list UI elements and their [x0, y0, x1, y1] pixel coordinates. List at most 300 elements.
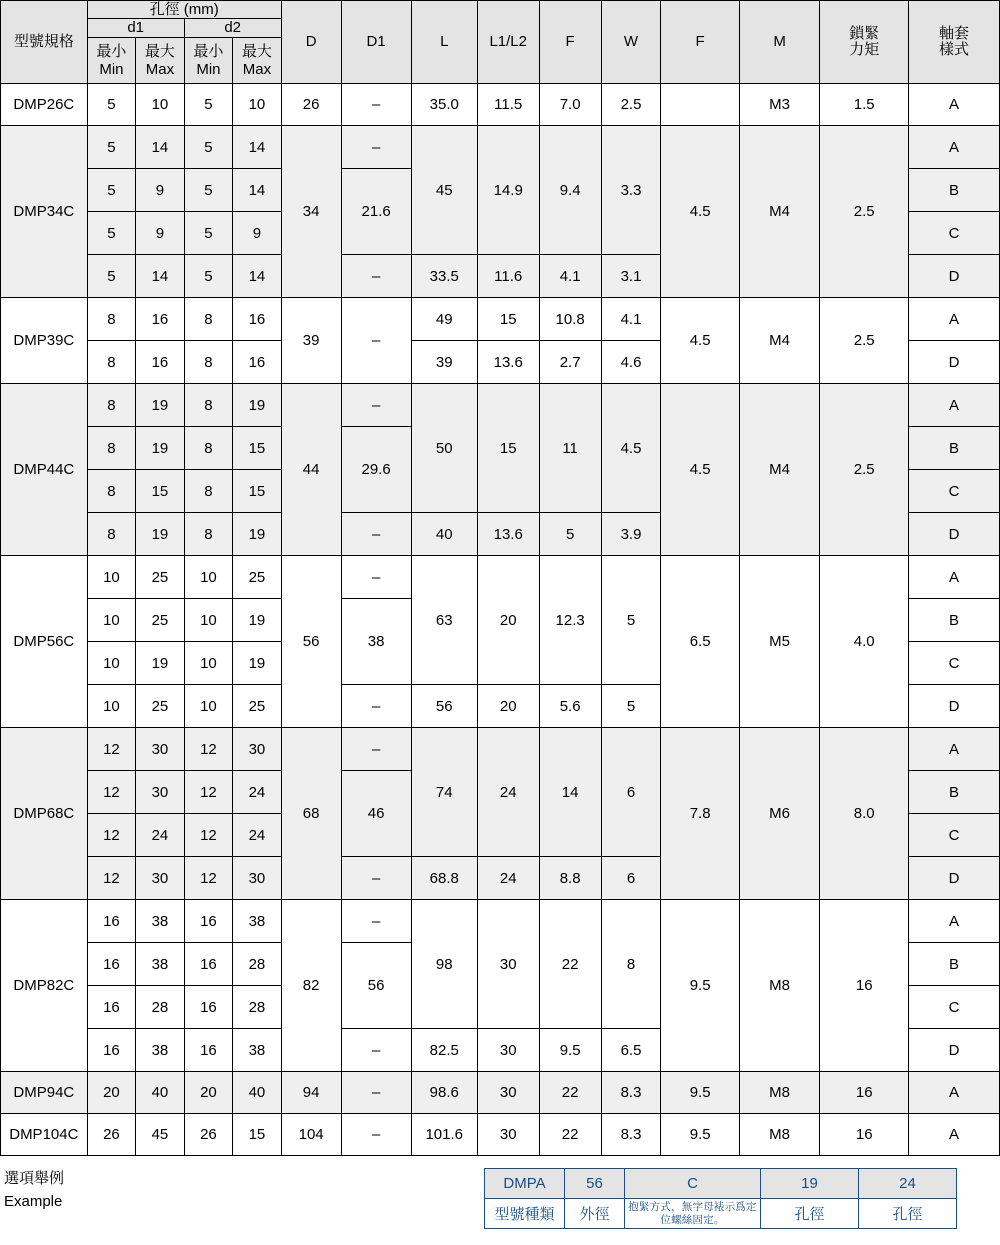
cell-F: 12.3	[539, 556, 601, 685]
cell-L1L2: 30	[477, 1072, 539, 1114]
cell-style: A	[909, 556, 1000, 599]
cell-F2: 4.5	[661, 384, 739, 556]
example-code-row	[485, 1169, 957, 1199]
cell-d2-max: 40	[233, 1072, 282, 1114]
cell-torque: 1.5	[820, 84, 909, 126]
table-row	[1, 900, 1000, 943]
cell-D1-dash: –	[341, 728, 411, 771]
cell-torque: 8.0	[820, 728, 909, 900]
cell-style: D	[909, 1029, 1000, 1072]
header-d2-min-cn: 最小	[193, 43, 224, 61]
cell-d2-min: 12	[184, 857, 233, 900]
header-d2-min-en: Min	[196, 60, 221, 78]
example-code-0: DMPA	[485, 1169, 565, 1199]
cell-d1-min: 12	[87, 771, 136, 814]
cell-style: B	[909, 169, 1000, 212]
cell-style: C	[909, 814, 1000, 857]
cell-d2-min: 10	[184, 556, 233, 599]
cell-M: M4	[739, 126, 819, 298]
cell-d2-min: 10	[184, 642, 233, 685]
cell-L: 98.6	[411, 1072, 477, 1114]
cell-W: 5	[601, 685, 661, 728]
cell-L: 50	[411, 384, 477, 513]
cell-style: A	[909, 900, 1000, 943]
cell-d1-min: 12	[87, 728, 136, 771]
cell-d2-max: 30	[233, 728, 282, 771]
cell-d2-min: 16	[184, 1029, 233, 1072]
cell-L: 98	[411, 900, 477, 1029]
example-labels	[4, 1168, 484, 1213]
cell-model: DMP94C	[1, 1072, 88, 1114]
cell-F: 22	[539, 900, 601, 1029]
cell-d1-max: 19	[136, 384, 185, 427]
cell-L: 33.5	[411, 255, 477, 298]
cell-d2-min: 5	[184, 255, 233, 298]
example-desc-2: 抱緊方式，無字母裱示爲定位螺絲固定。	[625, 1199, 761, 1229]
cell-model: DMP56C	[1, 556, 88, 728]
cell-F: 9.5	[539, 1029, 601, 1072]
cell-style: C	[909, 642, 1000, 685]
cell-d2-max: 25	[233, 685, 282, 728]
cell-d2-max: 16	[233, 341, 282, 384]
cell-d2-min: 16	[184, 943, 233, 986]
cell-d2-max: 38	[233, 900, 282, 943]
cell-d2-min: 5	[184, 212, 233, 255]
cell-d1-max: 9	[136, 169, 185, 212]
cell-L: 40	[411, 513, 477, 556]
cell-d1-min: 10	[87, 599, 136, 642]
cell-D1-dash: –	[341, 556, 411, 599]
cell-F: 22	[539, 1072, 601, 1114]
cell-d2-min: 8	[184, 341, 233, 384]
cell-d1-min: 8	[87, 384, 136, 427]
cell-W: 6.5	[601, 1029, 661, 1072]
header-d1-max	[136, 38, 185, 84]
cell-W: 2.5	[601, 84, 661, 126]
cell-D: 104	[281, 1114, 341, 1156]
header-style-line2: 樣式	[939, 41, 970, 58]
cell-D: 34	[281, 126, 341, 298]
cell-d2-max: 19	[233, 384, 282, 427]
header-W: W	[601, 1, 661, 84]
cell-d1-max: 25	[136, 556, 185, 599]
cell-D1: –	[341, 298, 411, 384]
cell-d1-max: 25	[136, 685, 185, 728]
cell-D: 44	[281, 384, 341, 556]
cell-F2: 9.5	[661, 1072, 739, 1114]
cell-d2-min: 8	[184, 513, 233, 556]
cell-d2-min: 8	[184, 470, 233, 513]
cell-F2: 7.8	[661, 728, 739, 900]
cell-d1-min: 20	[87, 1072, 136, 1114]
cell-W: 8	[601, 900, 661, 1029]
cell-d2-max: 19	[233, 642, 282, 685]
cell-W: 4.1	[601, 298, 661, 341]
cell-d1-min: 8	[87, 341, 136, 384]
cell-torque: 16	[820, 900, 909, 1072]
header-style-line1: 軸套	[939, 24, 970, 42]
cell-style: A	[909, 728, 1000, 771]
cell-W: 4.5	[601, 384, 661, 513]
cell-d2-max: 30	[233, 857, 282, 900]
cell-d2-min: 8	[184, 298, 233, 341]
cell-L1L2: 14.9	[477, 126, 539, 255]
cell-style: A	[909, 384, 1000, 427]
cell-L1L2: 11.6	[477, 255, 539, 298]
header-d1-min	[87, 38, 136, 84]
header-style	[909, 1, 1000, 84]
cell-model: DMP39C	[1, 298, 88, 384]
cell-d2-min: 8	[184, 427, 233, 470]
cell-F: 10.8	[539, 298, 601, 341]
table-row	[1, 84, 1000, 126]
cell-style: C	[909, 212, 1000, 255]
cell-d1-max: 19	[136, 513, 185, 556]
cell-M: M4	[739, 298, 819, 384]
cell-F2: 4.5	[661, 126, 739, 298]
header-d1-min-cn: 最小	[96, 43, 127, 61]
cell-D1: –	[341, 1072, 411, 1114]
header-F: F	[539, 1, 601, 84]
cell-D1-dash: –	[341, 900, 411, 943]
table-header	[1, 1, 1000, 84]
cell-d1-max: 38	[136, 900, 185, 943]
cell-d1-min: 5	[87, 84, 136, 126]
cell-torque: 4.0	[820, 556, 909, 728]
cell-d2-max: 15	[233, 427, 282, 470]
cell-L: 74	[411, 728, 477, 857]
header-d2-max-en: Max	[242, 60, 272, 78]
cell-F2	[661, 84, 739, 126]
cell-d2-min: 10	[184, 685, 233, 728]
cell-d1-min: 16	[87, 943, 136, 986]
cell-D: 39	[281, 298, 341, 384]
cell-L: 45	[411, 126, 477, 255]
header-d2-max-cn: 最大	[241, 43, 272, 61]
cell-d2-min: 12	[184, 814, 233, 857]
header-d2-max	[233, 38, 282, 84]
cell-d2-min: 12	[184, 728, 233, 771]
example-desc-4: 孔徑	[859, 1199, 957, 1229]
cell-style: A	[909, 1114, 1000, 1156]
cell-d1-max: 15	[136, 470, 185, 513]
cell-d2-min: 10	[184, 599, 233, 642]
header-F2: F	[661, 1, 739, 84]
cell-torque: 2.5	[820, 126, 909, 298]
cell-style: B	[909, 427, 1000, 470]
cell-d2-min: 12	[184, 771, 233, 814]
cell-D1-dash: –	[341, 384, 411, 427]
cell-D1-dash: –	[341, 513, 411, 556]
cell-d1-min: 12	[87, 814, 136, 857]
cell-d1-max: 28	[136, 986, 185, 1029]
cell-M: M4	[739, 384, 819, 556]
cell-d2-max: 19	[233, 513, 282, 556]
cell-d1-min: 5	[87, 126, 136, 169]
table-row	[1, 384, 1000, 427]
cell-F: 5	[539, 513, 601, 556]
cell-W: 3.1	[601, 255, 661, 298]
cell-F: 22	[539, 1114, 601, 1156]
example-code-4: 24	[859, 1169, 957, 1199]
cell-L: 35.0	[411, 84, 477, 126]
cell-d2-max: 14	[233, 255, 282, 298]
cell-D1: 29.6	[341, 427, 411, 513]
cell-D1-dash: –	[341, 126, 411, 169]
cell-d2-min: 5	[184, 126, 233, 169]
cell-d1-max: 30	[136, 857, 185, 900]
cell-F: 8.8	[539, 857, 601, 900]
cell-d1-max: 16	[136, 298, 185, 341]
cell-L1L2: 15	[477, 384, 539, 513]
cell-D: 68	[281, 728, 341, 900]
cell-W: 6	[601, 728, 661, 857]
example-desc-1: 外徑	[565, 1199, 625, 1229]
cell-F2: 9.5	[661, 900, 739, 1072]
example-desc-0: 型號種類	[485, 1199, 565, 1229]
cell-d1-min: 5	[87, 169, 136, 212]
header-D: D	[281, 1, 341, 84]
example-desc-row	[485, 1199, 957, 1229]
header-torque-line2: 力矩	[849, 41, 880, 58]
cell-d1-min: 8	[87, 298, 136, 341]
cell-d1-min: 5	[87, 255, 136, 298]
cell-M: M6	[739, 728, 819, 900]
cell-d1-max: 10	[136, 84, 185, 126]
cell-d1-max: 40	[136, 1072, 185, 1114]
cell-d1-min: 16	[87, 1029, 136, 1072]
cell-L1L2: 30	[477, 1029, 539, 1072]
cell-F2: 9.5	[661, 1114, 739, 1156]
header-d1-max-en: Max	[145, 60, 175, 78]
cell-D1: 56	[341, 943, 411, 1029]
cell-L1L2: 13.6	[477, 341, 539, 384]
cell-F2: 4.5	[661, 298, 739, 384]
example-table	[484, 1168, 957, 1229]
cell-M: M8	[739, 1114, 819, 1156]
cell-d1-min: 5	[87, 212, 136, 255]
cell-W: 8.3	[601, 1072, 661, 1114]
cell-D1: –	[341, 84, 411, 126]
cell-D: 26	[281, 84, 341, 126]
cell-d1-max: 25	[136, 599, 185, 642]
cell-d1-min: 16	[87, 986, 136, 1029]
cell-d1-min: 10	[87, 685, 136, 728]
cell-d2-min: 20	[184, 1072, 233, 1114]
cell-D1-dash: –	[341, 255, 411, 298]
cell-D1: 38	[341, 599, 411, 685]
cell-d1-max: 24	[136, 814, 185, 857]
cell-d2-max: 38	[233, 1029, 282, 1072]
cell-D1: 21.6	[341, 169, 411, 255]
cell-F: 11	[539, 384, 601, 513]
cell-style: C	[909, 470, 1000, 513]
cell-d1-min: 8	[87, 470, 136, 513]
cell-d2-max: 14	[233, 126, 282, 169]
cell-d2-max: 25	[233, 556, 282, 599]
cell-torque: 2.5	[820, 384, 909, 556]
cell-d2-min: 16	[184, 986, 233, 1029]
table-row	[1, 728, 1000, 771]
cell-style: B	[909, 599, 1000, 642]
cell-d2-max: 28	[233, 943, 282, 986]
cell-d1-min: 8	[87, 513, 136, 556]
cell-style: B	[909, 943, 1000, 986]
cell-L1L2: 24	[477, 728, 539, 857]
cell-style: D	[909, 685, 1000, 728]
cell-model: DMP82C	[1, 900, 88, 1072]
cell-style: D	[909, 255, 1000, 298]
cell-d1-min: 10	[87, 556, 136, 599]
cell-W: 3.3	[601, 126, 661, 255]
cell-model: DMP68C	[1, 728, 88, 900]
cell-d2-max: 15	[233, 470, 282, 513]
table-body	[1, 84, 1000, 1156]
cell-F: 4.1	[539, 255, 601, 298]
header-bore-title: 孔徑 (mm)	[87, 1, 281, 19]
cell-L: 56	[411, 685, 477, 728]
cell-D1-dash: –	[341, 857, 411, 900]
cell-model: DMP26C	[1, 84, 88, 126]
cell-d1-max: 38	[136, 943, 185, 986]
cell-model: DMP104C	[1, 1114, 88, 1156]
cell-style: D	[909, 341, 1000, 384]
cell-W: 6	[601, 857, 661, 900]
header-L1L2: L1/L2	[477, 1, 539, 84]
header-L: L	[411, 1, 477, 84]
cell-d2-max: 24	[233, 771, 282, 814]
cell-D1: 46	[341, 771, 411, 857]
cell-M: M8	[739, 900, 819, 1072]
cell-d1-max: 45	[136, 1114, 185, 1156]
cell-d1-max: 30	[136, 728, 185, 771]
table-row	[1, 298, 1000, 341]
cell-d2-max: 16	[233, 298, 282, 341]
cell-L: 39	[411, 341, 477, 384]
cell-d1-max: 9	[136, 212, 185, 255]
table-row	[1, 556, 1000, 599]
cell-F: 9.4	[539, 126, 601, 255]
cell-d1-max: 16	[136, 341, 185, 384]
cell-style: A	[909, 84, 1000, 126]
cell-d1-min: 8	[87, 427, 136, 470]
cell-L1L2: 30	[477, 1114, 539, 1156]
cell-M: M3	[739, 84, 819, 126]
table-row	[1, 1114, 1000, 1156]
cell-d1-max: 19	[136, 427, 185, 470]
cell-d1-min: 26	[87, 1114, 136, 1156]
cell-d2-min: 5	[184, 84, 233, 126]
cell-d1-min: 12	[87, 857, 136, 900]
cell-W: 3.9	[601, 513, 661, 556]
cell-style: A	[909, 1072, 1000, 1114]
cell-L1L2: 24	[477, 857, 539, 900]
cell-style: A	[909, 126, 1000, 169]
cell-M: M8	[739, 1072, 819, 1114]
header-d1-max-cn: 最大	[144, 43, 175, 61]
cell-d2-max: 10	[233, 84, 282, 126]
cell-style: A	[909, 298, 1000, 341]
header-model-spec: 型號規格	[1, 1, 88, 84]
header-d2: d2	[184, 19, 281, 38]
cell-d2-max: 14	[233, 169, 282, 212]
header-torque-line1: 鎖緊	[849, 24, 880, 42]
cell-torque: 2.5	[820, 298, 909, 384]
cell-W: 8.3	[601, 1114, 661, 1156]
cell-L1L2: 20	[477, 685, 539, 728]
cell-F: 14	[539, 728, 601, 857]
cell-F: 2.7	[539, 341, 601, 384]
header-d1: d1	[87, 19, 184, 38]
cell-torque: 16	[820, 1114, 909, 1156]
cell-F: 5.6	[539, 685, 601, 728]
cell-style: D	[909, 513, 1000, 556]
cell-d1-max: 19	[136, 642, 185, 685]
cell-style: B	[909, 771, 1000, 814]
cell-W: 4.6	[601, 341, 661, 384]
cell-d2-min: 26	[184, 1114, 233, 1156]
cell-d2-min: 8	[184, 384, 233, 427]
cell-D1-dash: –	[341, 685, 411, 728]
header-torque	[820, 1, 909, 84]
cell-D1-dash: –	[341, 1029, 411, 1072]
example-label-cn: 選項舉例	[4, 1170, 65, 1187]
cell-L: 101.6	[411, 1114, 477, 1156]
cell-L1L2: 13.6	[477, 513, 539, 556]
example-label-en: Example	[4, 1192, 63, 1210]
table-row	[1, 126, 1000, 169]
cell-d2-min: 16	[184, 900, 233, 943]
cell-D1: –	[341, 1114, 411, 1156]
cell-model: DMP34C	[1, 126, 88, 298]
cell-L: 82.5	[411, 1029, 477, 1072]
header-d1-min-en: Min	[99, 60, 124, 78]
cell-W: 5	[601, 556, 661, 685]
cell-D: 94	[281, 1072, 341, 1114]
cell-L1L2: 20	[477, 556, 539, 685]
cell-torque: 16	[820, 1072, 909, 1114]
cell-L1L2: 30	[477, 900, 539, 1029]
cell-d2-max: 9	[233, 212, 282, 255]
example-desc-3: 孔徑	[761, 1199, 859, 1229]
cell-model: DMP44C	[1, 384, 88, 556]
cell-style: C	[909, 986, 1000, 1029]
cell-L1L2: 11.5	[477, 84, 539, 126]
cell-M: M5	[739, 556, 819, 728]
example-section	[0, 1168, 1000, 1229]
cell-d2-min: 5	[184, 169, 233, 212]
cell-L: 68.8	[411, 857, 477, 900]
cell-style: D	[909, 857, 1000, 900]
header-M: M	[739, 1, 819, 84]
cell-d2-max: 24	[233, 814, 282, 857]
cell-d1-min: 10	[87, 642, 136, 685]
cell-L1L2: 15	[477, 298, 539, 341]
cell-d2-max: 19	[233, 599, 282, 642]
example-code-2: C	[625, 1169, 761, 1199]
example-code-3: 19	[761, 1169, 859, 1199]
cell-F2: 6.5	[661, 556, 739, 728]
cell-d1-max: 14	[136, 126, 185, 169]
cell-d1-max: 30	[136, 771, 185, 814]
cell-d2-max: 28	[233, 986, 282, 1029]
cell-D: 82	[281, 900, 341, 1072]
cell-d1-max: 38	[136, 1029, 185, 1072]
cell-d2-max: 15	[233, 1114, 282, 1156]
table-row	[1, 1072, 1000, 1114]
cell-D: 56	[281, 556, 341, 728]
cell-F: 7.0	[539, 84, 601, 126]
